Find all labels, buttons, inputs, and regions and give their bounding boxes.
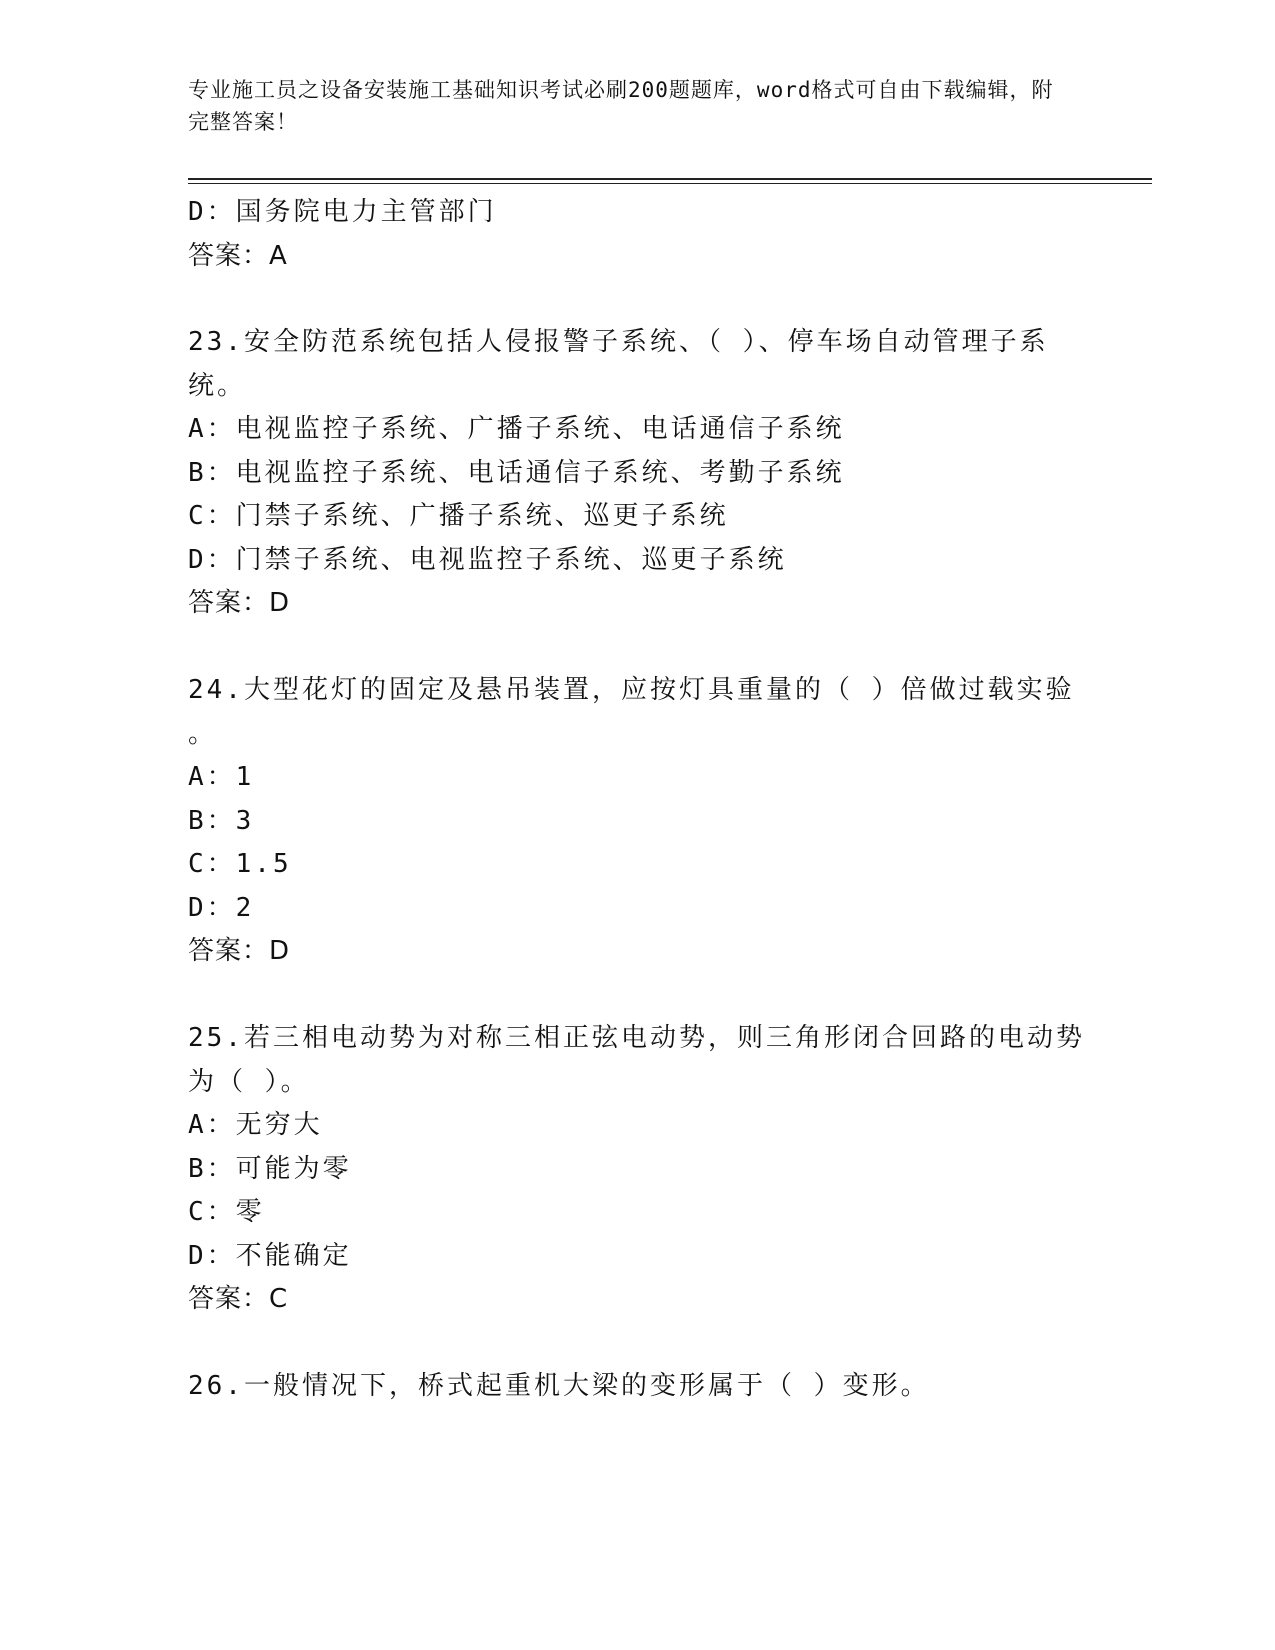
q23-option-a: A：电视监控子系统、广播子系统、电话通信子系统 bbox=[188, 414, 845, 444]
q23-option-b: B：电视监控子系统、电话通信子系统、考勤子系统 bbox=[188, 458, 845, 488]
q24-stem-line2: 。 bbox=[188, 719, 218, 749]
q25-option-a: A：无穷大 bbox=[188, 1110, 323, 1140]
q25-answer: 答案：C bbox=[188, 1284, 289, 1314]
q24-stem-line1: 24.大型花灯的固定及悬吊装置，应按灯具重量的（ ）倍做过载实验 bbox=[188, 675, 1075, 705]
q25-option-d: D：不能确定 bbox=[188, 1241, 352, 1271]
q25-option-b: B：可能为零 bbox=[188, 1154, 352, 1184]
q24-option-a: A：1 bbox=[188, 762, 255, 792]
q25-option-c: C：零 bbox=[188, 1197, 265, 1227]
q26-stem-line1: 26.一般情况下，桥式起重机大梁的变形属于（ ）变形。 bbox=[188, 1371, 930, 1401]
q24-answer: 答案：D bbox=[188, 936, 291, 966]
header-divider-thick bbox=[188, 178, 1152, 180]
prev-answer: 答案：A bbox=[188, 241, 288, 271]
q24-option-c: C：1.5 bbox=[188, 849, 292, 879]
q23-option-d: D：门禁子系统、电视监控子系统、巡更子系统 bbox=[188, 545, 787, 575]
document-header: 专业施工员之设备安装施工基础知识考试必刷200题题库，word格式可自由下载编辑，附完整答案！ bbox=[188, 78, 1054, 134]
q24-option-d: D：2 bbox=[188, 893, 255, 923]
q23-option-c: C：门禁子系统、广播子系统、巡更子系统 bbox=[188, 501, 729, 531]
header-divider-thin bbox=[188, 183, 1152, 184]
q25-stem-line2: 为（ ）。 bbox=[188, 1067, 310, 1097]
q23-stem-line2: 统。 bbox=[188, 371, 247, 401]
q25-stem-line1: 25.若三相电动势为对称三相正弦电动势，则三角形闭合回路的电动势 bbox=[188, 1023, 1085, 1053]
q23-stem-line1: 23.安全防范系统包括人侵报警子系统、（ ）、停车场自动管理子系 bbox=[188, 327, 1049, 357]
prev-option-d: D：国务院电力主管部门 bbox=[188, 197, 497, 227]
q23-answer: 答案：D bbox=[188, 588, 291, 618]
q24-option-b: B：3 bbox=[188, 806, 255, 836]
